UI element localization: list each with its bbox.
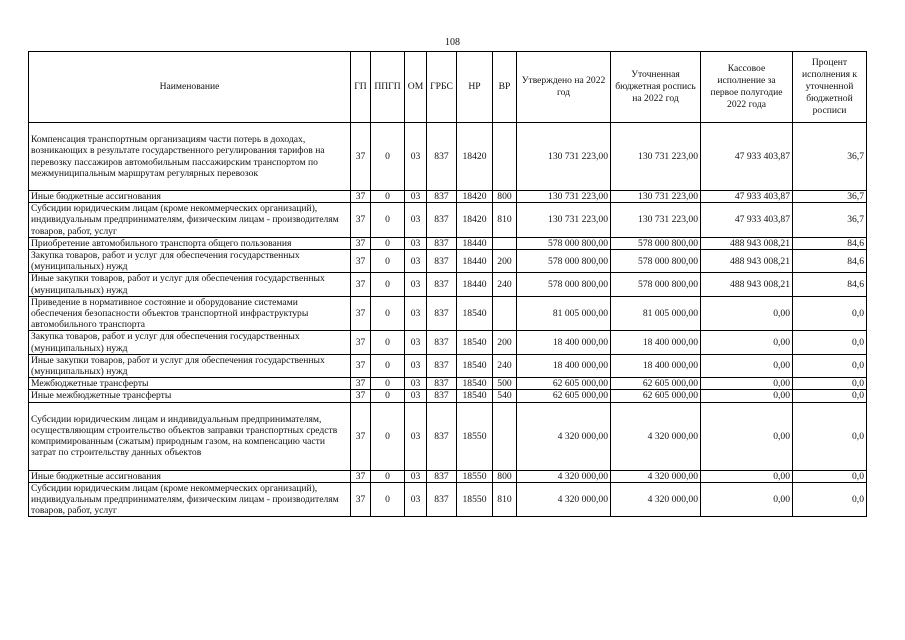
row-np: 18420 (457, 191, 493, 203)
row-ppgp: 0 (371, 402, 405, 470)
row-vr: 500 (493, 378, 517, 390)
row-percent: 0,0 (793, 354, 867, 377)
row-cash: 47 933 403,87 (701, 191, 793, 203)
row-np: 18420 (457, 123, 493, 191)
row-percent: 36,7 (793, 203, 867, 238)
row-ppgp: 0 (371, 250, 405, 273)
row-om: 03 (405, 203, 427, 238)
row-name: Субсидии юридическим лицам (кроме некоммерческих организаций), индивидуальным предпринимателям, физическим лицам - производителям товаров, работ, услуг (29, 482, 351, 517)
row-percent: 36,7 (793, 191, 867, 203)
row-approved: 81 005 000,00 (517, 296, 611, 331)
header-ppgp: ППГП (371, 52, 405, 123)
row-ppgp: 0 (371, 123, 405, 191)
row-ppgp: 0 (371, 191, 405, 203)
row-cash: 0,00 (701, 296, 793, 331)
table-header-row (29, 52, 867, 123)
row-om: 03 (405, 237, 427, 249)
row-cash: 488 943 008,21 (701, 237, 793, 249)
row-gp: 37 (351, 402, 371, 470)
row-vr (493, 296, 517, 331)
row-approved: 62 605 000,00 (517, 390, 611, 402)
row-gp: 37 (351, 273, 371, 296)
row-vr: 540 (493, 390, 517, 402)
row-percent: 36,7 (793, 123, 867, 191)
row-np: 18540 (457, 296, 493, 331)
row-vr: 200 (493, 250, 517, 273)
table-row (29, 354, 867, 377)
table-body (29, 123, 867, 517)
row-np: 18540 (457, 331, 493, 354)
row-clarified: 578 000 800,00 (611, 237, 701, 249)
row-cash: 0,00 (701, 390, 793, 402)
row-om: 03 (405, 191, 427, 203)
row-grbs: 837 (427, 191, 457, 203)
table-row (29, 237, 867, 249)
row-gp: 37 (351, 203, 371, 238)
row-grbs: 837 (427, 331, 457, 354)
row-gp: 37 (351, 250, 371, 273)
table-row (29, 390, 867, 402)
row-cash: 47 933 403,87 (701, 123, 793, 191)
row-np: 18540 (457, 354, 493, 377)
header-approved: Утверждено на 2022 год (517, 52, 611, 123)
row-vr (493, 123, 517, 191)
row-percent: 0,0 (793, 482, 867, 517)
row-approved: 578 000 800,00 (517, 237, 611, 249)
row-cash: 47 933 403,87 (701, 203, 793, 238)
row-grbs: 837 (427, 237, 457, 249)
table-row (29, 470, 867, 482)
row-clarified: 4 320 000,00 (611, 482, 701, 517)
row-clarified: 4 320 000,00 (611, 402, 701, 470)
table-row (29, 378, 867, 390)
header-np: НР (457, 52, 493, 123)
row-np: 18440 (457, 237, 493, 249)
row-vr: 240 (493, 354, 517, 377)
row-approved: 130 731 223,00 (517, 191, 611, 203)
row-percent: 84,6 (793, 273, 867, 296)
row-percent: 0,0 (793, 390, 867, 402)
row-clarified: 130 731 223,00 (611, 191, 701, 203)
row-np: 18420 (457, 203, 493, 238)
row-approved: 4 320 000,00 (517, 402, 611, 470)
row-np: 18550 (457, 482, 493, 517)
row-ppgp: 0 (371, 203, 405, 238)
row-vr: 810 (493, 482, 517, 517)
row-name: Иные закупки товаров, работ и услуг для обеспечения государственных (муниципальных) нужд (29, 354, 351, 377)
row-clarified: 62 605 000,00 (611, 390, 701, 402)
row-cash: 0,00 (701, 331, 793, 354)
row-om: 03 (405, 296, 427, 331)
row-grbs: 837 (427, 482, 457, 517)
row-gp: 37 (351, 237, 371, 249)
row-ppgp: 0 (371, 354, 405, 377)
row-om: 03 (405, 482, 427, 517)
row-grbs: 837 (427, 273, 457, 296)
row-cash: 0,00 (701, 470, 793, 482)
row-clarified: 81 005 000,00 (611, 296, 701, 331)
row-om: 03 (405, 390, 427, 402)
row-approved: 578 000 800,00 (517, 250, 611, 273)
row-np: 18540 (457, 378, 493, 390)
header-grbs: ГРБС (427, 52, 457, 123)
row-np: 18440 (457, 273, 493, 296)
row-ppgp: 0 (371, 296, 405, 331)
row-om: 03 (405, 378, 427, 390)
row-grbs: 837 (427, 250, 457, 273)
row-name: Иные закупки товаров, работ и услуг для обеспечения государственных (муниципальных) нужд (29, 273, 351, 296)
row-ppgp: 0 (371, 470, 405, 482)
row-om: 03 (405, 123, 427, 191)
page-number: 108 (445, 37, 460, 48)
row-vr: 810 (493, 203, 517, 238)
header-percent: Процент исполнения к уточненной бюджетной росписи (793, 52, 867, 123)
table-row (29, 296, 867, 331)
row-gp: 37 (351, 123, 371, 191)
header-name: Наименование (29, 52, 351, 123)
row-name: Субсидии юридическим лицам и индивидуальным предпринимателям, осуществляющим строительство объектов заправки транспортных средств компримированным (сжатым) природным газом, на компенсацию части затрат по строительству данных объектов (29, 402, 351, 470)
row-percent: 84,6 (793, 237, 867, 249)
row-clarified: 18 400 000,00 (611, 331, 701, 354)
row-om: 03 (405, 402, 427, 470)
row-name: Иные бюджетные ассигнования (29, 470, 351, 482)
row-clarified: 62 605 000,00 (611, 378, 701, 390)
row-name: Межбюджетные трансферты (29, 378, 351, 390)
row-grbs: 837 (427, 354, 457, 377)
row-name: Приведение в нормативное состояние и оборудование системами обеспечения безопасности объектов транспортной инфраструктуры автомобильного транспорта (29, 296, 351, 331)
row-clarified: 578 000 800,00 (611, 250, 701, 273)
table-row (29, 273, 867, 296)
row-approved: 130 731 223,00 (517, 123, 611, 191)
row-name: Закупка товаров, работ и услуг для обеспечения государственных (муниципальных) нужд (29, 250, 351, 273)
row-approved: 4 320 000,00 (517, 470, 611, 482)
row-gp: 37 (351, 470, 371, 482)
table-row (29, 203, 867, 238)
row-ppgp: 0 (371, 390, 405, 402)
row-gp: 37 (351, 390, 371, 402)
header-vr: ВР (493, 52, 517, 123)
row-name: Иные бюджетные ассигнования (29, 191, 351, 203)
row-ppgp: 0 (371, 237, 405, 249)
table-row (29, 402, 867, 470)
row-approved: 4 320 000,00 (517, 482, 611, 517)
table-row (29, 482, 867, 517)
row-grbs: 837 (427, 470, 457, 482)
row-vr: 200 (493, 331, 517, 354)
row-name: Субсидии юридическим лицам (кроме некоммерческих организаций), индивидуальным предпринимателям, физическим лицам - производителям товаров, работ, услуг (29, 203, 351, 238)
row-grbs: 837 (427, 123, 457, 191)
row-grbs: 837 (427, 402, 457, 470)
row-gp: 37 (351, 354, 371, 377)
row-om: 03 (405, 470, 427, 482)
row-clarified: 4 320 000,00 (611, 470, 701, 482)
row-gp: 37 (351, 331, 371, 354)
row-np: 18550 (457, 402, 493, 470)
row-cash: 0,00 (701, 402, 793, 470)
row-percent: 0,0 (793, 470, 867, 482)
row-cash: 0,00 (701, 482, 793, 517)
row-cash: 488 943 008,21 (701, 250, 793, 273)
row-grbs: 837 (427, 378, 457, 390)
row-np: 18440 (457, 250, 493, 273)
row-vr: 240 (493, 273, 517, 296)
row-approved: 18 400 000,00 (517, 354, 611, 377)
row-percent: 0,0 (793, 378, 867, 390)
row-name: Иные межбюджетные трансферты (29, 390, 351, 402)
table-row (29, 331, 867, 354)
header-gp: ГП (351, 52, 371, 123)
row-grbs: 837 (427, 390, 457, 402)
header-cash: Кассовое исполнение за первое полугодие 2022 года (701, 52, 793, 123)
row-approved: 62 605 000,00 (517, 378, 611, 390)
table-row (29, 123, 867, 191)
row-vr: 800 (493, 191, 517, 203)
row-gp: 37 (351, 296, 371, 331)
row-grbs: 837 (427, 296, 457, 331)
table-row (29, 250, 867, 273)
row-vr (493, 237, 517, 249)
header-clarified: Уточненная бюджетная роспись на 2022 год (611, 52, 701, 123)
row-name: Закупка товаров, работ и услуг для обеспечения государственных (муниципальных) нужд (29, 331, 351, 354)
row-cash: 0,00 (701, 378, 793, 390)
row-clarified: 130 731 223,00 (611, 123, 701, 191)
row-gp: 37 (351, 482, 371, 517)
row-clarified: 18 400 000,00 (611, 354, 701, 377)
row-vr (493, 402, 517, 470)
row-vr: 800 (493, 470, 517, 482)
row-om: 03 (405, 250, 427, 273)
row-om: 03 (405, 273, 427, 296)
row-ppgp: 0 (371, 482, 405, 517)
header-om: ОМ (405, 52, 427, 123)
row-approved: 18 400 000,00 (517, 331, 611, 354)
row-ppgp: 0 (371, 331, 405, 354)
row-cash: 0,00 (701, 354, 793, 377)
row-approved: 130 731 223,00 (517, 203, 611, 238)
row-approved: 578 000 800,00 (517, 273, 611, 296)
row-ppgp: 0 (371, 378, 405, 390)
row-percent: 0,0 (793, 402, 867, 470)
row-clarified: 130 731 223,00 (611, 203, 701, 238)
row-gp: 37 (351, 378, 371, 390)
table-row (29, 191, 867, 203)
row-clarified: 578 000 800,00 (611, 273, 701, 296)
row-np: 18550 (457, 470, 493, 482)
row-cash: 488 943 008,21 (701, 273, 793, 296)
row-grbs: 837 (427, 203, 457, 238)
row-np: 18540 (457, 390, 493, 402)
row-ppgp: 0 (371, 273, 405, 296)
row-percent: 84,6 (793, 250, 867, 273)
row-percent: 0,0 (793, 296, 867, 331)
row-name: Компенсация транспортным организациям части потерь в доходах, возникающих в результате государственного регулирования тарифов на перевозку пассажиров автомобильным пассажирским транспортом по межмуниципальным маршрутам регулярных перевозок (29, 123, 351, 191)
row-om: 03 (405, 331, 427, 354)
row-percent: 0,0 (793, 331, 867, 354)
row-gp: 37 (351, 191, 371, 203)
row-name: Приобретение автомобильного транспорта общего пользования (29, 237, 351, 249)
budget-table (28, 51, 867, 517)
row-om: 03 (405, 354, 427, 377)
